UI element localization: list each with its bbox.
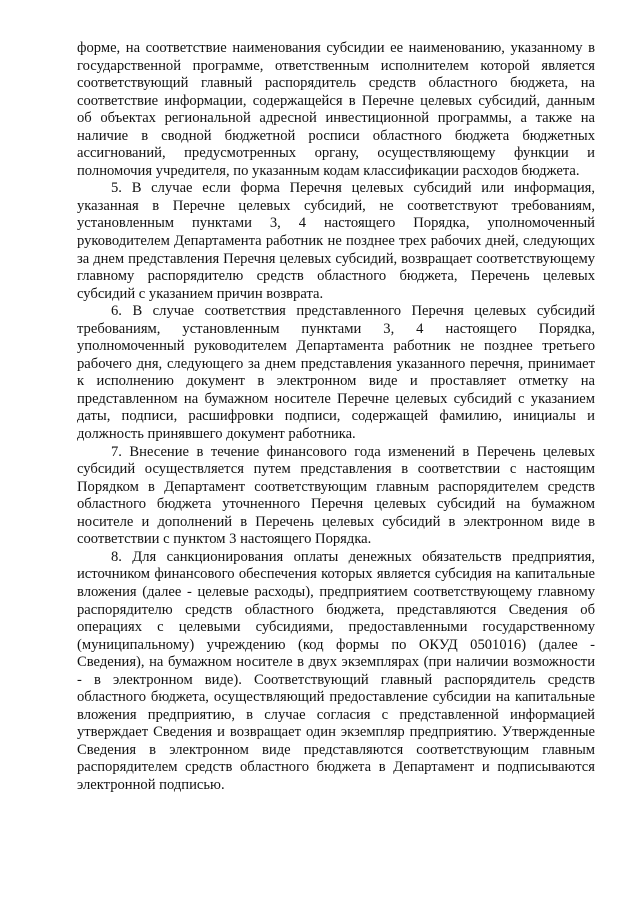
document-page	[77, 40, 595, 795]
paragraph-item-7: 7. Внесение в течение финансового года изменений в Перечень целевых субсидий осуществляется путем представления в соответствии с настоящим Порядком в Департамент соответствующим главным распорядителем средств областного бюджета уточненного Перечня целевых субсидий на бумажном носителе и дополнений в Перечень целевых субсидий в электронном виде в соответствии с пунктом 3 настоящего Порядка.	[77, 443, 595, 548]
paragraph-item-5: 5. В случае если форма Перечня целевых субсидий или информация, указанная в Перечне целевых субсидий, не соответствуют требованиям, установленным пунктами 3, 4 настоящего Порядка, уполномоченный руководителем Департамента работник не позднее трех рабочих дней, следующих за днем представления Перечня целевых субсидий, возвращает соответствующему главному распорядителю средств областного бюджета, Перечень целевых субсидий с указанием причин возврата.	[77, 180, 595, 302]
paragraph-item-8: 8. Для санкционирования оплаты денежных обязательств предприятия, источником финансового обеспечения которых является субсидия на капитальные вложения (далее - целевые расходы), предприятием соответствующему главному распорядителю средств областного бюджета, представляются Сведения об операциях с целевыми субсидиями, предоставленными государственному (муниципальному) учреждению (код формы по ОКУД 0501016) (далее - Сведения), на бумажном носителе в двух экземплярах (при наличии возможности - в электронном виде). Соответствующий главный распорядитель средств областного бюджета, осуществляющий предоставление субсидии на капитальные вложения предприятию, в случае согласия с представленной информацией утверждает Сведения и возвращает один экземпляр предприятию. Утвержденные Сведения в электронном виде представляются соответствующим главным распорядителем средств областного бюджета в Департамент и подписываются электронной подписью.	[77, 548, 595, 793]
paragraph-item-6: 6. В случае соответствия представленного Перечня целевых субсидий требованиям, установленным пунктами 3, 4 настоящего Порядка, уполномоченный руководителем Департамента работник не позднее третьего рабочего дня, следующего за днем представления указанного перечня, принимает к исполнению документ в электронном виде и проставляет отметку на представленном на бумажном носителе Перечне целевых субсидий с указанием даты, подписи, расшифровки подписи, содержащей фамилию, инициалы и должность принявшего документ работника.	[77, 303, 595, 443]
paragraph-continuation: форме, на соответствие наименования субсидии ее наименованию, указанному в государственной программе, ответственным исполнителем которой является соответствующий главный распорядитель средств областного бюджета, на соответствие информации, содержащейся в Перечне целевых субсидий, данным об объектах региональной адресной инвестиционной программы, а также на наличие в сводной бюджетной росписи областного бюджета бюджетных ассигнований, предусмотренных органу, осуществляющему функции и полномочия учредителя, по указанным кодам классификации расходов бюджета.	[77, 40, 595, 179]
